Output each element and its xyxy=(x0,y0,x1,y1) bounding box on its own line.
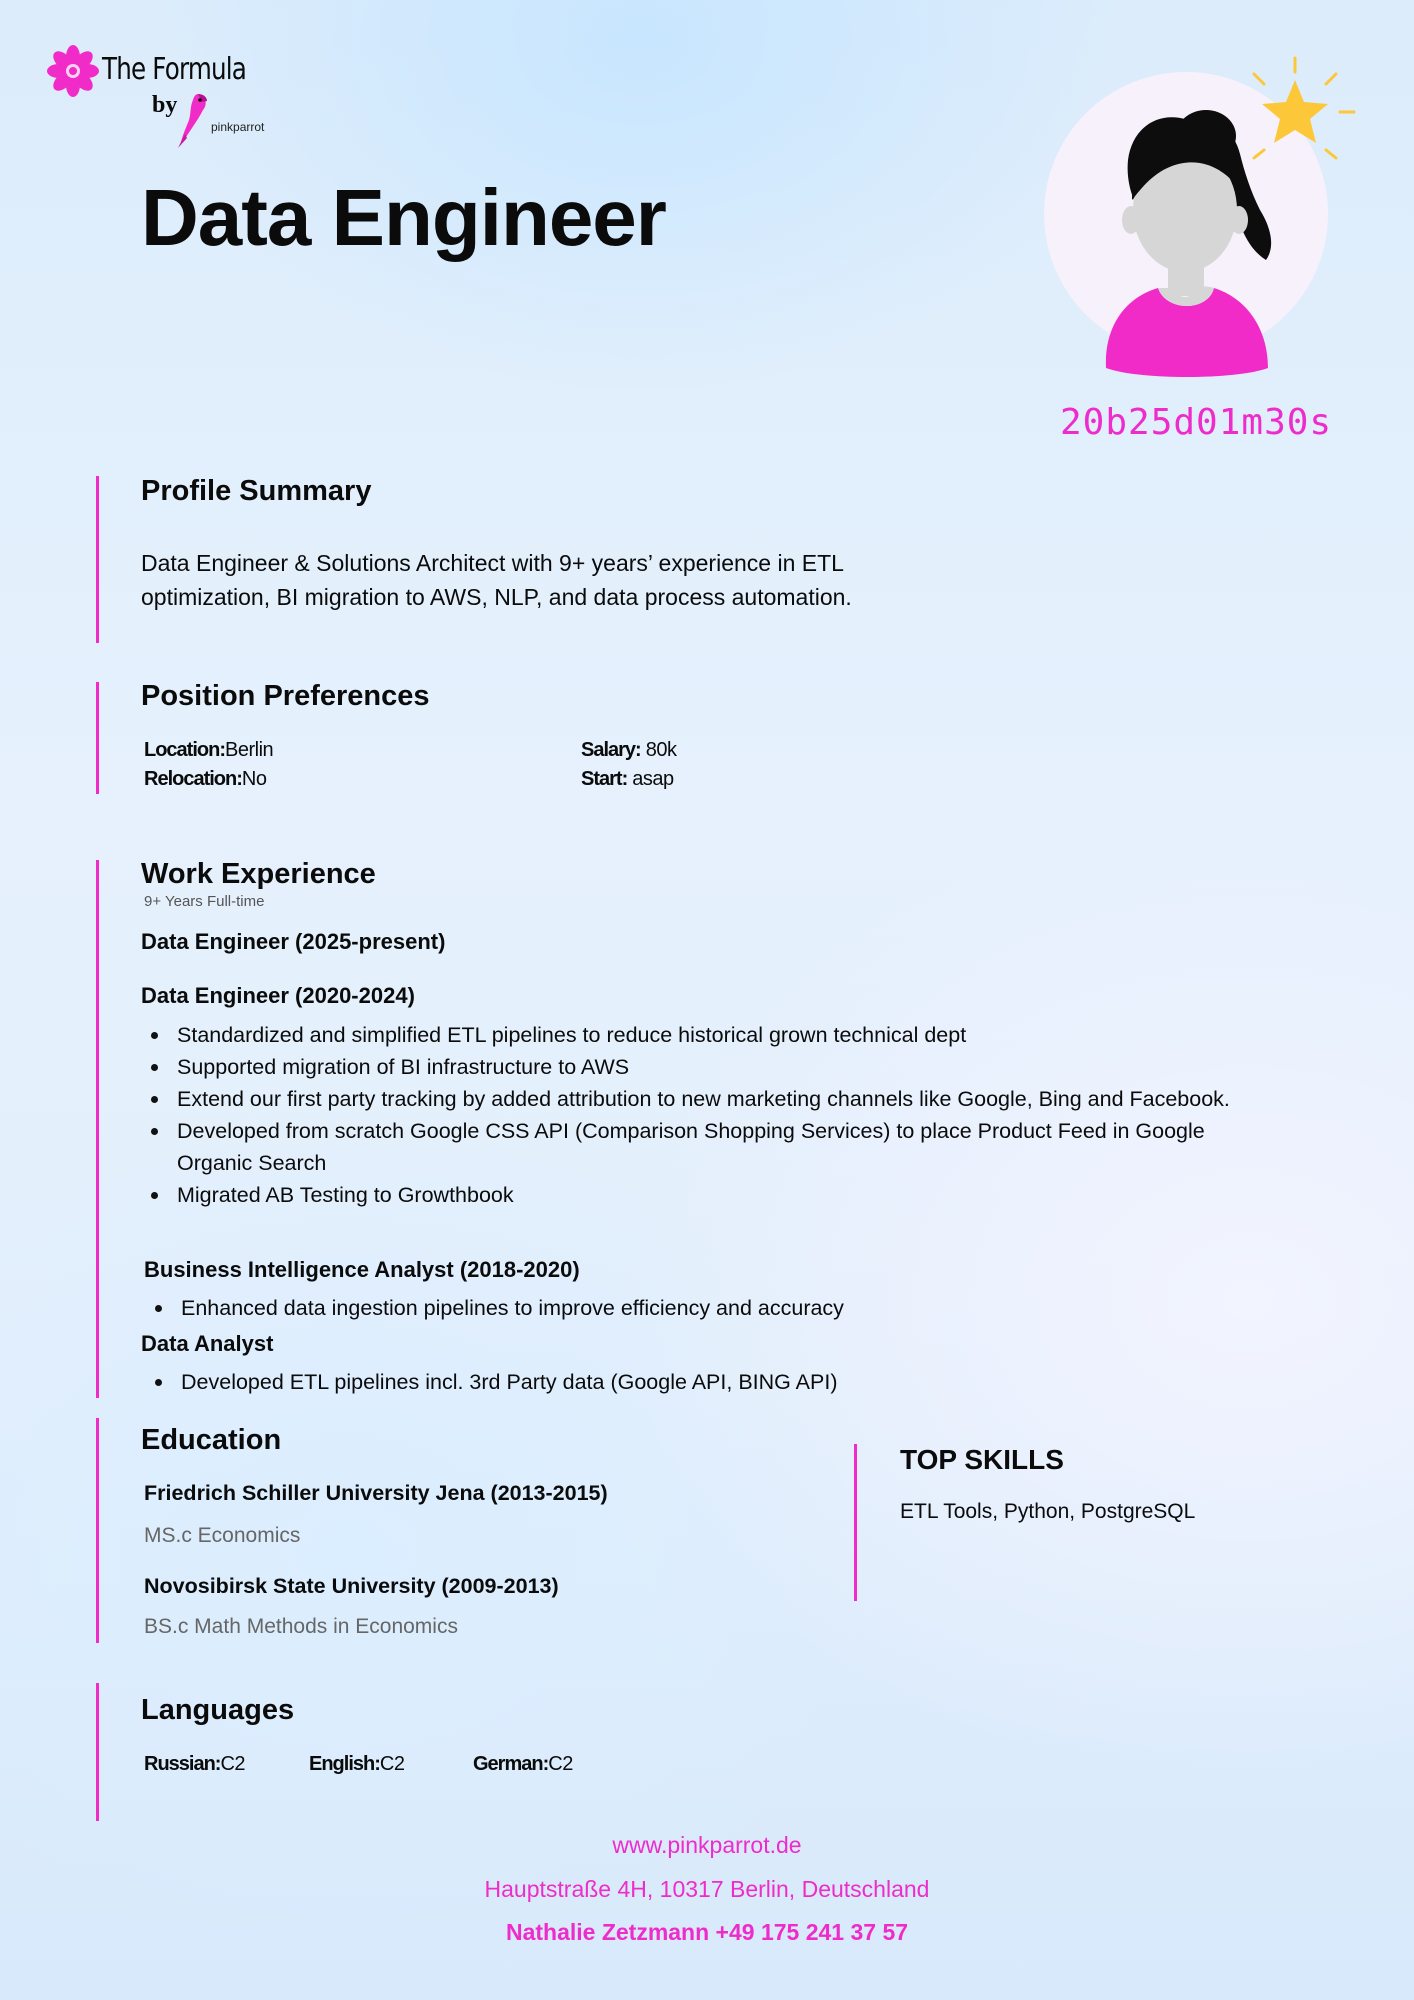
job-title-entry: Business Intelligence Analyst (2018-2020) xyxy=(144,1257,580,1282)
language-level: C2 xyxy=(220,1753,246,1775)
section-accent-bar xyxy=(854,1444,857,1601)
pref-start xyxy=(581,768,674,791)
pref-location-value: Berlin xyxy=(225,739,274,761)
job-title-entry: Data Analyst xyxy=(141,1331,274,1356)
section-accent-bar xyxy=(96,860,99,1398)
pref-location xyxy=(144,739,273,762)
pref-location-label: Location: xyxy=(144,739,225,761)
section-accent-bar xyxy=(96,476,99,643)
education-degree: MS.c Economics xyxy=(144,1524,301,1547)
language-level: C2 xyxy=(379,1753,405,1775)
section-accent-bar xyxy=(96,1418,99,1643)
pref-salary-value: 80k xyxy=(645,739,677,761)
job-bullets xyxy=(141,1019,1261,1211)
footer-address: Hauptstraße 4H, 10317 Berlin, Deutschland xyxy=(484,1876,930,1902)
profile-summary-text xyxy=(141,546,1001,614)
pref-relocation xyxy=(144,768,266,791)
parrot-icon xyxy=(176,90,210,148)
pref-start-label: Start: xyxy=(581,768,628,790)
job-title: Data Engineer xyxy=(141,173,666,262)
language-label: Russian: xyxy=(144,1753,221,1775)
list-item: Standardized and simplified ETL pipelines to reduce historical grown technical dept xyxy=(141,1019,1261,1051)
logo-brand: pinkparrot xyxy=(211,120,265,134)
preferences-heading: Position Preferences xyxy=(141,680,430,712)
language-level: C2 xyxy=(548,1753,573,1775)
pref-relocation-label: Relocation: xyxy=(144,768,242,790)
profile-heading: Profile Summary xyxy=(141,475,372,507)
pref-start-value: asap xyxy=(632,768,674,790)
pref-salary xyxy=(581,739,677,762)
education-degree: BS.c Math Methods in Economics xyxy=(144,1615,458,1638)
education-school: Novosibirsk State University (2009-2013) xyxy=(144,1574,559,1598)
job-title-entry: Data Engineer (2025-present) xyxy=(141,929,446,954)
pref-relocation-value: No xyxy=(241,768,267,790)
list-item: Migrated AB Testing to Growthbook xyxy=(141,1179,1261,1211)
star-icon xyxy=(1240,52,1360,172)
section-accent-bar xyxy=(96,1683,99,1821)
job-bullets xyxy=(145,1366,1245,1398)
job-title-entry: Data Engineer (2020-2024) xyxy=(141,983,415,1008)
education-school: Friedrich Schiller University Jena (2013-2015) xyxy=(144,1481,608,1505)
language-item xyxy=(309,1753,404,1776)
experience-heading: Work Experience xyxy=(141,858,376,890)
languages-heading: Languages xyxy=(141,1694,295,1726)
skills-heading: TOP SKILLS xyxy=(900,1444,1064,1475)
logo-title: The Formula xyxy=(102,52,247,87)
candidate-code: 20b25d01m30s xyxy=(1060,402,1333,443)
profile-summary-line: optimization, BI migration to AWS, NLP, and data process automation. xyxy=(141,584,852,610)
logo-by: by xyxy=(152,92,178,118)
job-bullets xyxy=(145,1292,1245,1324)
language-item xyxy=(473,1753,573,1776)
pref-salary-label: Salary: xyxy=(581,739,641,761)
list-item: Supported migration of BI infrastructure to AWS xyxy=(141,1051,1261,1083)
list-item: Extend our first party tracking by added attribution to new marketing channels like Google, Bing and Facebook. xyxy=(141,1083,1261,1115)
list-item: Developed from scratch Google CSS API (Comparison Shopping Services) to place Product Feed in Google Organic Search xyxy=(141,1115,1261,1179)
language-label: German: xyxy=(473,1753,549,1775)
language-label: English: xyxy=(309,1753,380,1775)
skills-text: ETL Tools, Python, PostgreSQL xyxy=(900,1500,1196,1523)
footer-contact: Nathalie Zetzmann +49 175 241 37 57 xyxy=(505,1919,909,1945)
experience-subheading: 9+ Years Full-time xyxy=(144,893,265,910)
flower-icon xyxy=(46,44,100,98)
footer-website[interactable]: www.pinkparrot.de xyxy=(612,1832,802,1858)
language-item xyxy=(144,1753,245,1776)
list-item: Enhanced data ingestion pipelines to improve efficiency and accuracy xyxy=(145,1292,1245,1324)
list-item: Developed ETL pipelines incl. 3rd Party data (Google API, BING API) xyxy=(145,1366,1245,1398)
education-heading: Education xyxy=(141,1424,282,1456)
section-accent-bar xyxy=(96,682,99,794)
profile-summary-line: Data Engineer & Solutions Architect with 9+ years’ experience in ETL xyxy=(141,550,844,576)
